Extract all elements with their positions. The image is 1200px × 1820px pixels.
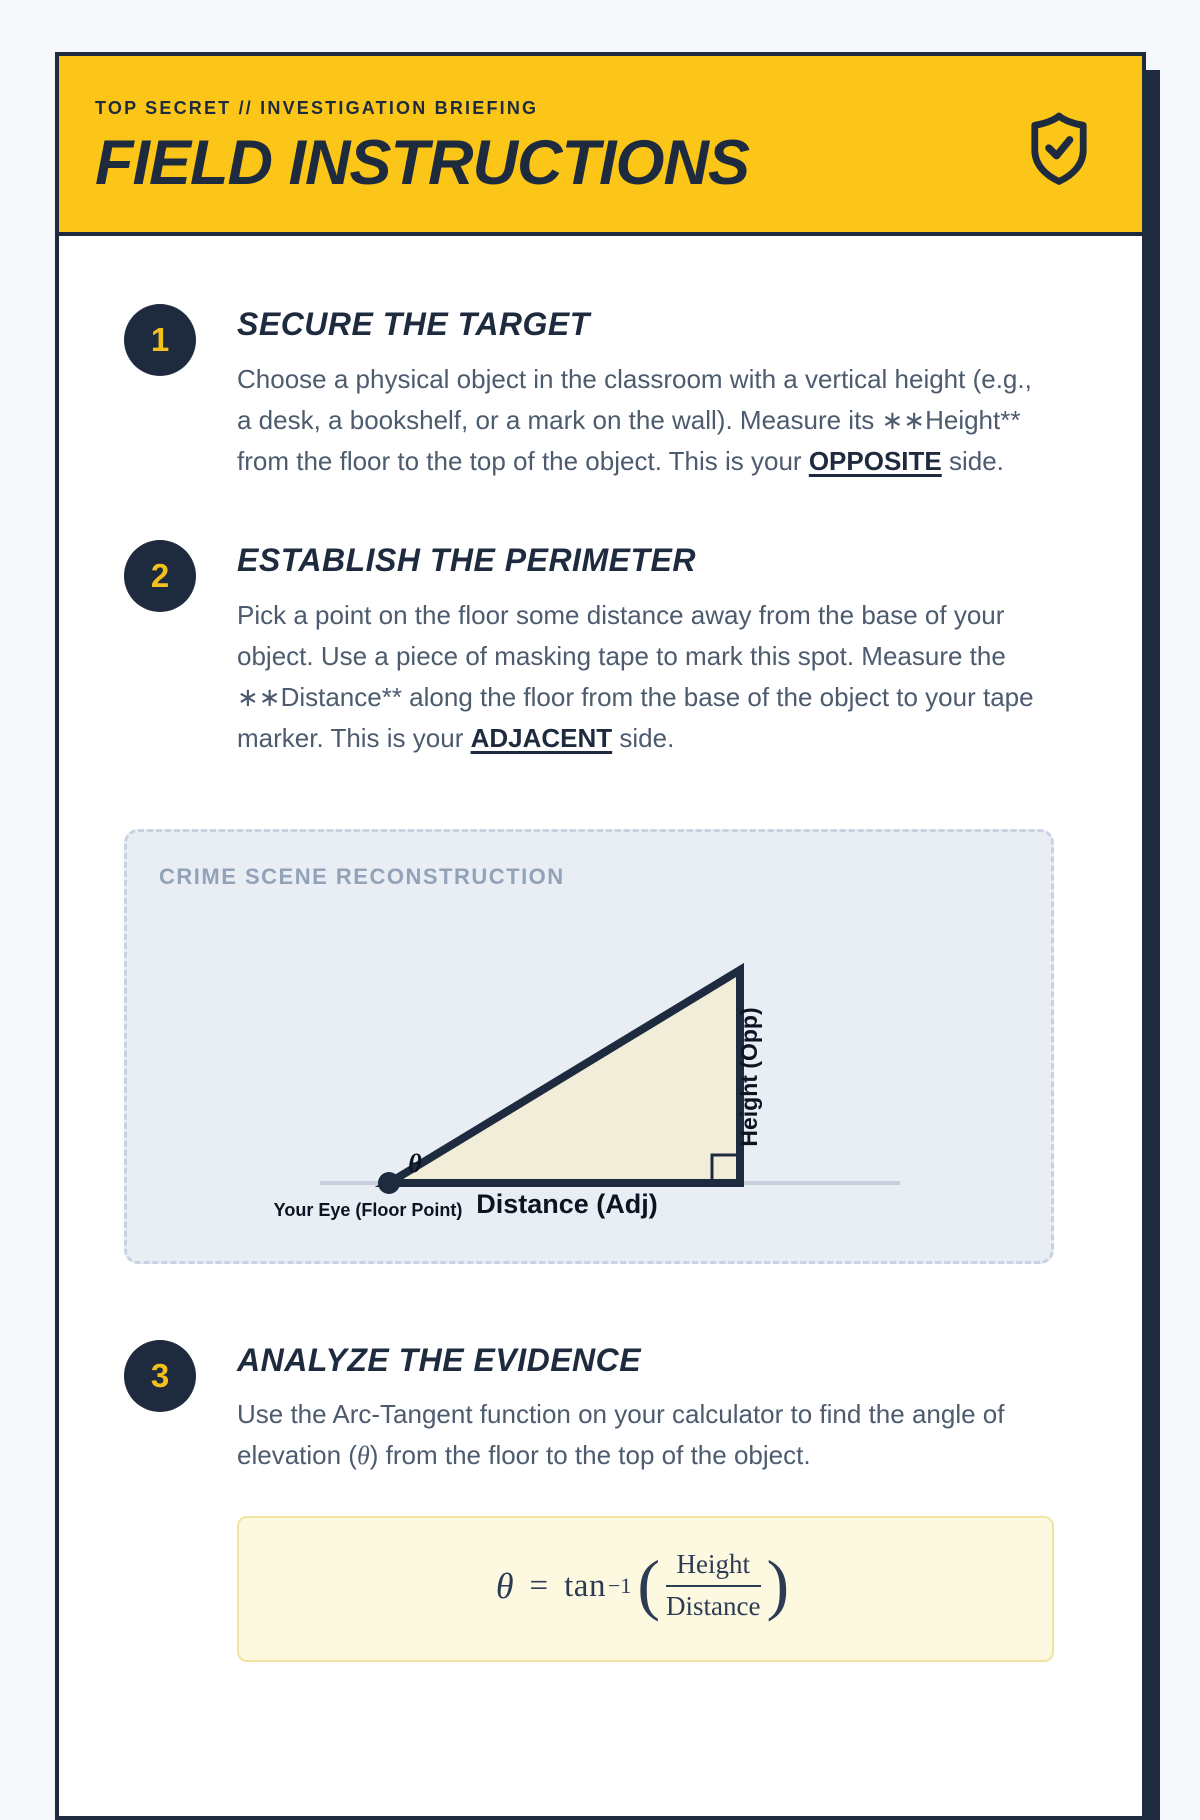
diagram-panel-label: CRIME SCENE RECONSTRUCTION (159, 863, 565, 889)
formula-equals: = (529, 1567, 549, 1604)
triangle-diagram (127, 832, 1051, 1261)
floor-point-dot (378, 1172, 400, 1194)
formula-theta: θ (495, 1566, 514, 1607)
card-header (59, 56, 1142, 236)
card-body (59, 236, 1142, 1742)
crime-scene-diagram-panel (124, 829, 1054, 1264)
step-1-keyword: OPPOSITE (808, 445, 942, 476)
step-2-keyword: ADJACENT (470, 722, 613, 753)
step-3 (124, 1340, 1054, 1662)
step-1-badge: 1 (124, 304, 196, 376)
floor-point-label: Your Eye (Floor Point) (273, 1199, 463, 1220)
theta-symbol: θ (356, 1441, 370, 1471)
formula-box (237, 1516, 1054, 1662)
formula-function: tan (564, 1567, 606, 1604)
opposite-label: Height (Opp) (736, 1006, 762, 1147)
step-3-body-lead: Use the Arc-Tangent function on your calculator to find the angle of elevation ( (237, 1399, 1005, 1471)
step-2-title: ESTABLISH THE PERIMETER (237, 541, 696, 578)
formula-fraction (666, 1548, 760, 1624)
step-3-title: ANALYZE THE EVIDENCE (237, 1341, 642, 1378)
step-1-body-tail: side. (941, 445, 1004, 476)
arctan-formula: θ = tan −1 ( $\frac{\text{Height}}{\text{Distance}}$ ) (495, 1546, 790, 1623)
step-2-body-tail: side. (612, 722, 675, 753)
step-2-badge: 2 (124, 540, 196, 612)
step-2-body-lead: Pick a point on the floor some distance away from the base of your object. Use a piece of masking tape to mark this spot. Measure the ∗∗Distance** along the floor from the base of the object to your tape marker. This is your (237, 599, 1034, 753)
step-2 (124, 540, 1054, 759)
formula-numerator: Height (676, 1549, 751, 1580)
right-triangle (389, 970, 740, 1183)
adjacent-label: Distance (Adj) (476, 1188, 658, 1219)
formula-denominator: Distance (666, 1585, 760, 1624)
step-1-text (237, 359, 1037, 482)
step-1-title: SECURE THE TARGET (237, 306, 590, 342)
shield-check-icon (1028, 110, 1090, 186)
header-kicker: TOP SECRET // INVESTIGATION BRIEFING (95, 98, 539, 118)
step-3-body-tail: ) from the floor to the top of the object. (369, 1440, 811, 1471)
page-title: FIELD INSTRUCTIONS (95, 128, 749, 198)
step-2-text (237, 595, 1037, 759)
step-3-badge: 3 (124, 1340, 196, 1412)
step-1 (124, 304, 1054, 482)
step-3-text (237, 1394, 1037, 1476)
angle-theta-label: θ (408, 1148, 422, 1178)
step-1-body-lead: Choose a physical object in the classroom with a vertical height (e.g., a desk, a bookshelf, or a mark on the wall). Measure its ∗∗Height** from the floor to the top of the object. This is your (237, 363, 1032, 476)
briefing-card (55, 52, 1146, 1820)
